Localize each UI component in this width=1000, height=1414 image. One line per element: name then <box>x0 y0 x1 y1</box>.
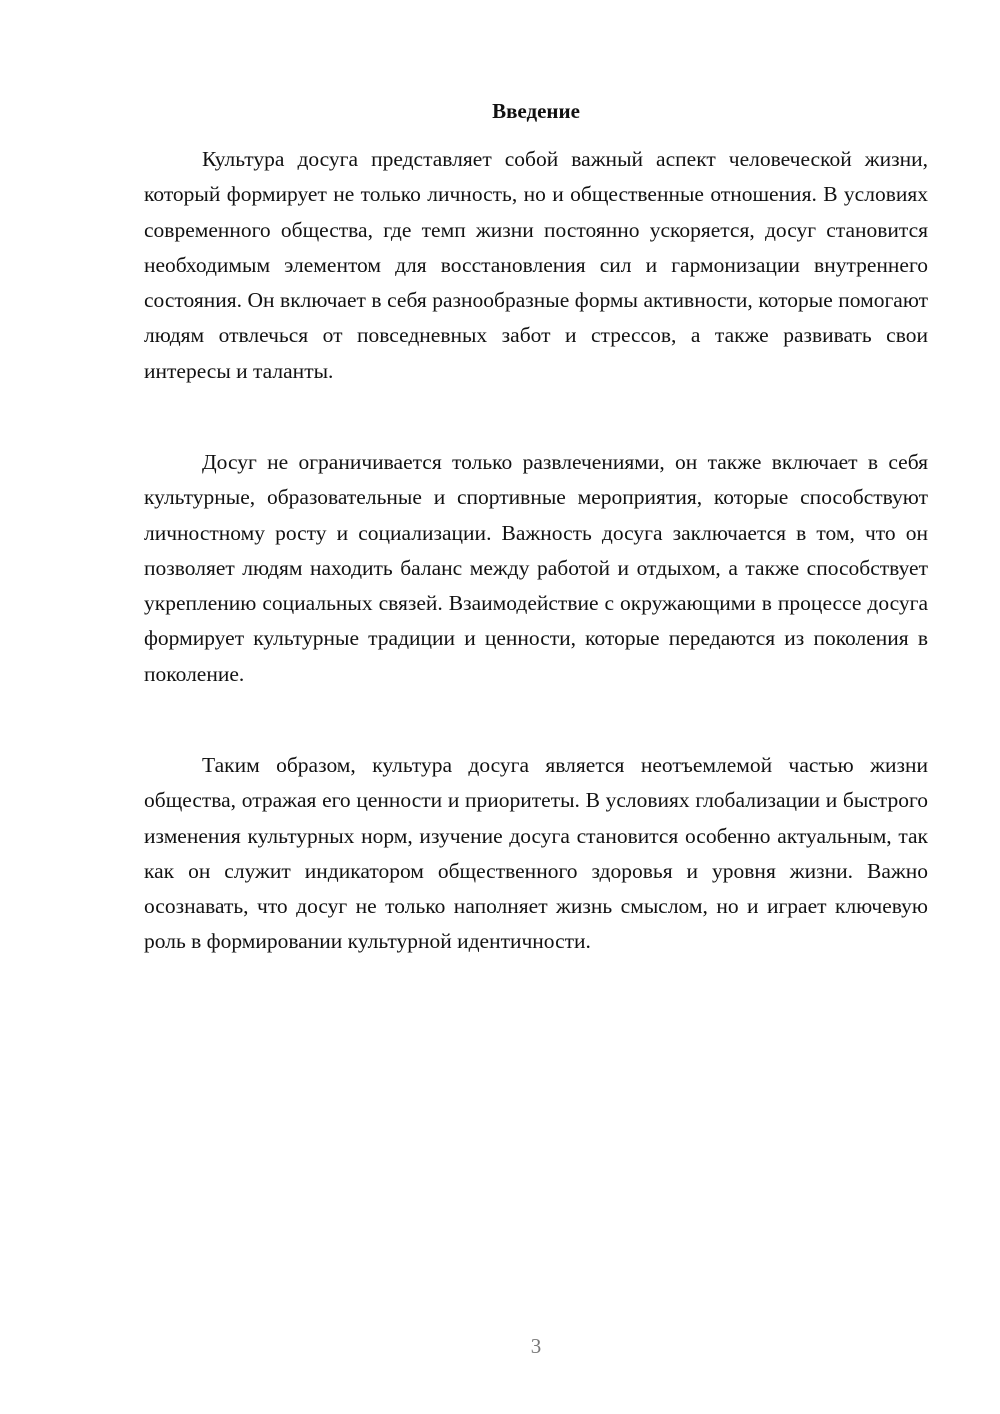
paragraph-2: Досуг не ограничивается только развлечениями, он также включает в себя культурные, образовательные и спортивные мероприятия, которые способствуют личностному росту и социализации. Важность досуга заключается в том, что он позволяет людям находить баланс между работой и отдыхом, а также способствует укреплению социальных связей. Взаимодействие с окружающими в процессе досуга формирует культурные традиции и ценности, которые передаются из поколения в поколение. <box>144 450 928 686</box>
paragraph-3: Таким образом, культура досуга является неотъемлемой частью жизни общества, отражая его ценности и приоритеты. В условиях глобализации и быстрого изменения культурных норм, изучение досуга становится особенно актуальным, так как он служит индикатором общественного здоровья и уровня жизни. Важно осознавать, что досуг не только наполняет жизнь смыслом, но и играет ключевую роль в формировании культурной идентичности. <box>144 753 928 954</box>
page-number: 3 <box>530 1334 542 1358</box>
paragraph-1: Культура досуга представляет собой важный аспект человеческой жизни, который формирует не только личность, но и общественные отношения. В условиях современного общества, где темп жизни постоянно ускоряется, досуг становится необходимым элементом для восстановления сил и гармонизации внутреннего состояния. Он включает в себя разнообразные формы активности, которые помогают людям отвлечься от повседневных забот и стрессов, а также развивать свои интересы и таланты. <box>144 147 928 383</box>
section-heading: Введение <box>492 99 580 123</box>
